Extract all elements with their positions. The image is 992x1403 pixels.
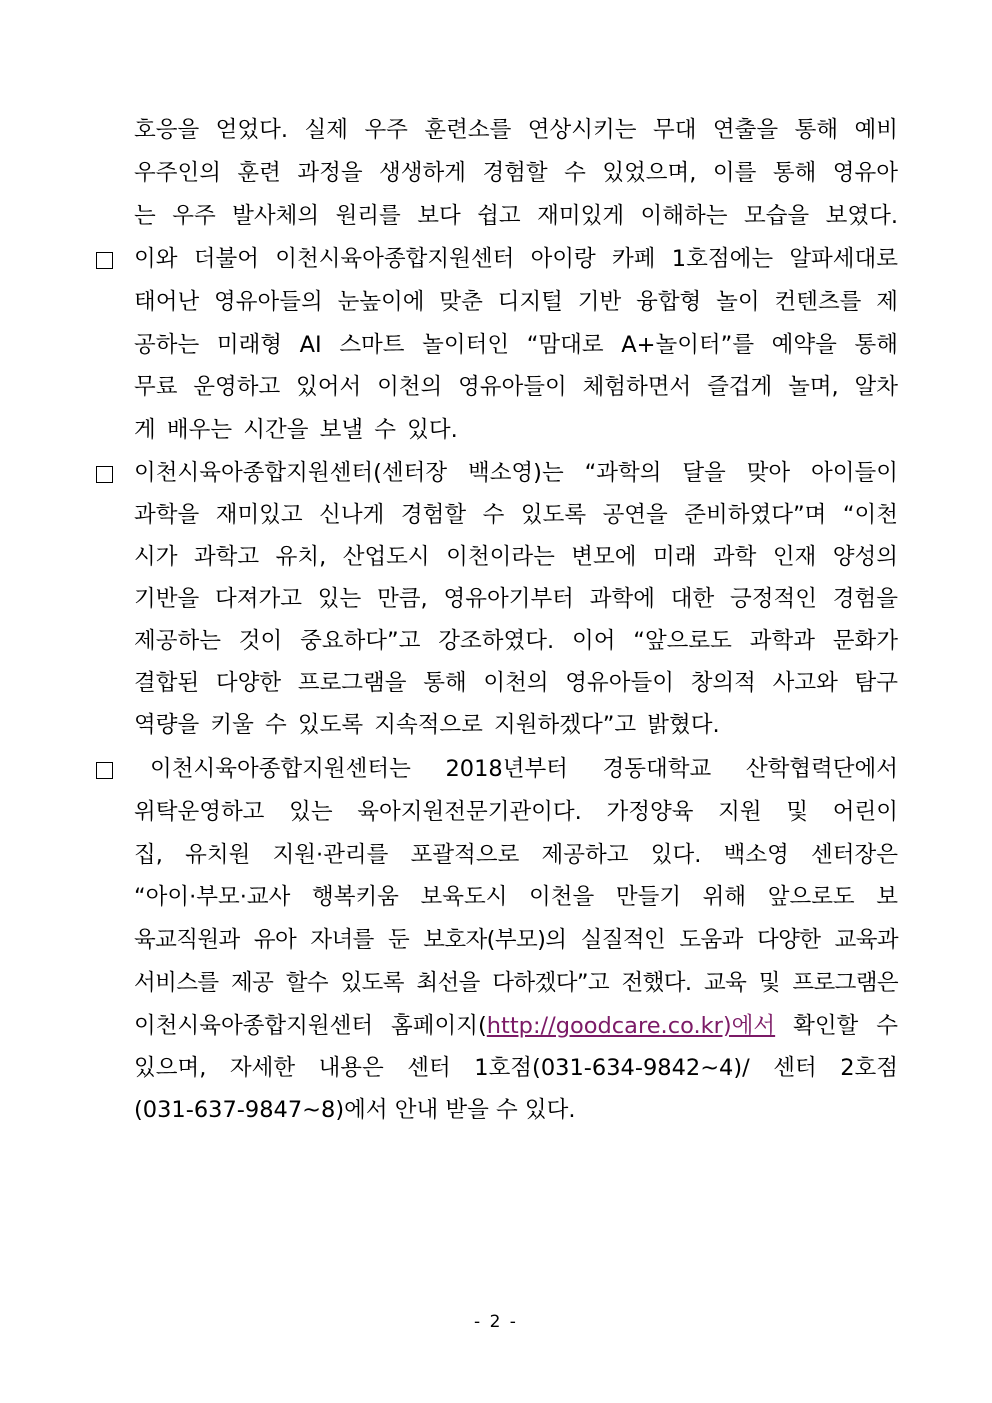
homepage-text-before-link: 이천시육아종합지원센터 홈페이지( <box>134 1013 487 1039</box>
bullet-paragraph-first-line <box>96 754 898 784</box>
paragraph-line: “아이·부모·교사 행복키움 보육도시 이천을 만들기 위해 앞으로도 보 <box>134 884 898 910</box>
paragraph-line: 위탁운영하고 있는 육아지원전문기관이다. 가정양육 지원 및 어린이 <box>134 799 898 825</box>
paragraph-line: 기반을 다져가고 있는 만큼, 영유아기부터 과학에 대한 긍정적인 경험을 <box>134 586 898 612</box>
paragraph-line: 역량을 키울 수 있도록 지속적으로 지원하겠다”고 밝혔다. <box>134 712 720 738</box>
paragraph-line: 는 우주 발사체의 원리를 보다 쉽고 재미있게 이해하는 모습을 보였다. <box>134 203 898 229</box>
paragraph-line: 있으며, 자세한 내용은 센터 1호점(031-634-9842~4)/ 센터 2호점 <box>134 1055 898 1081</box>
page-number: - 2 - <box>474 1312 518 1332</box>
bullet-paragraph-first-line <box>96 458 898 488</box>
checkbox-bullet-icon <box>96 466 113 483</box>
paragraph-line: 이천시육아종합지원센터(센터장 백소영)는 “과학의 달을 맞아 아이들이 <box>134 460 898 486</box>
paragraph-line: 서비스를 제공 할수 있도록 최선을 다하겠다”고 전했다. 교육 및 프로그램은 <box>134 970 898 996</box>
paragraph-line: 호응을 얻었다. 실제 우주 훈련소를 연상시키는 무대 연출을 통해 예비 <box>134 117 898 143</box>
paragraph-line: 이천시육아종합지원센터는 2018년부터 경동대학교 산학협력단에서 <box>150 756 898 782</box>
paragraph-line: 태어난 영유아들의 눈높이에 맞춘 디지털 기반 융합형 놀이 컨텐츠를 제 <box>134 289 898 315</box>
paragraph-line: 과학을 재미있고 신나게 경험할 수 있도록 공연을 준비하였다”며 “이천 <box>134 502 898 528</box>
paragraph-line: 결합된 다양한 프로그램을 통해 이천의 영유아들이 창의적 사고와 탐구 <box>134 670 898 696</box>
paragraph-line: 공하는 미래형 AI 스마트 놀이터인 “맘대로 A+놀이터”를 예약을 통해 <box>134 332 898 358</box>
paragraph-line: 우주인의 훈련 과정을 생생하게 경험할 수 있었으며, 이를 통해 영유아 <box>134 160 898 186</box>
homepage-link[interactable]: http://goodcare.co.kr)에서 <box>486 1013 776 1039</box>
paragraph-line: 무료 운영하고 있어서 이천의 영유아들이 체험하면서 즐겁게 놀며, 알차 <box>134 374 898 400</box>
paragraph-line: (031-637-9847~8)에서 안내 받을 수 있다. <box>134 1097 576 1123</box>
paragraph-line: 이와 더불어 이천시육아종합지원센터 아이랑 카페 1호점에는 알파세대로 <box>134 246 898 272</box>
checkbox-bullet-icon <box>96 762 113 779</box>
paragraph-line: 육교직원과 유아 자녀를 둔 보호자(부모)의 실질적인 도움과 다양한 교육과 <box>134 927 898 953</box>
paragraph-line: 제공하는 것이 중요하다”고 강조하였다. 이어 “앞으로도 과학과 문화가 <box>134 628 898 654</box>
paragraph-line-with-link <box>134 1011 898 1041</box>
bullet-paragraph-first-line <box>96 244 898 274</box>
homepage-text-after-link: 확인할 수 <box>775 1013 898 1039</box>
paragraph-line: 게 배우는 시간을 보낼 수 있다. <box>134 417 458 443</box>
paragraph-line: 시가 과학고 유치, 산업도시 이천이라는 변모에 미래 과학 인재 양성의 <box>134 544 898 570</box>
paragraph-line: 집, 유치원 지원·관리를 포괄적으로 제공하고 있다. 백소영 센터장은 <box>134 842 898 868</box>
checkbox-bullet-icon <box>96 252 113 269</box>
